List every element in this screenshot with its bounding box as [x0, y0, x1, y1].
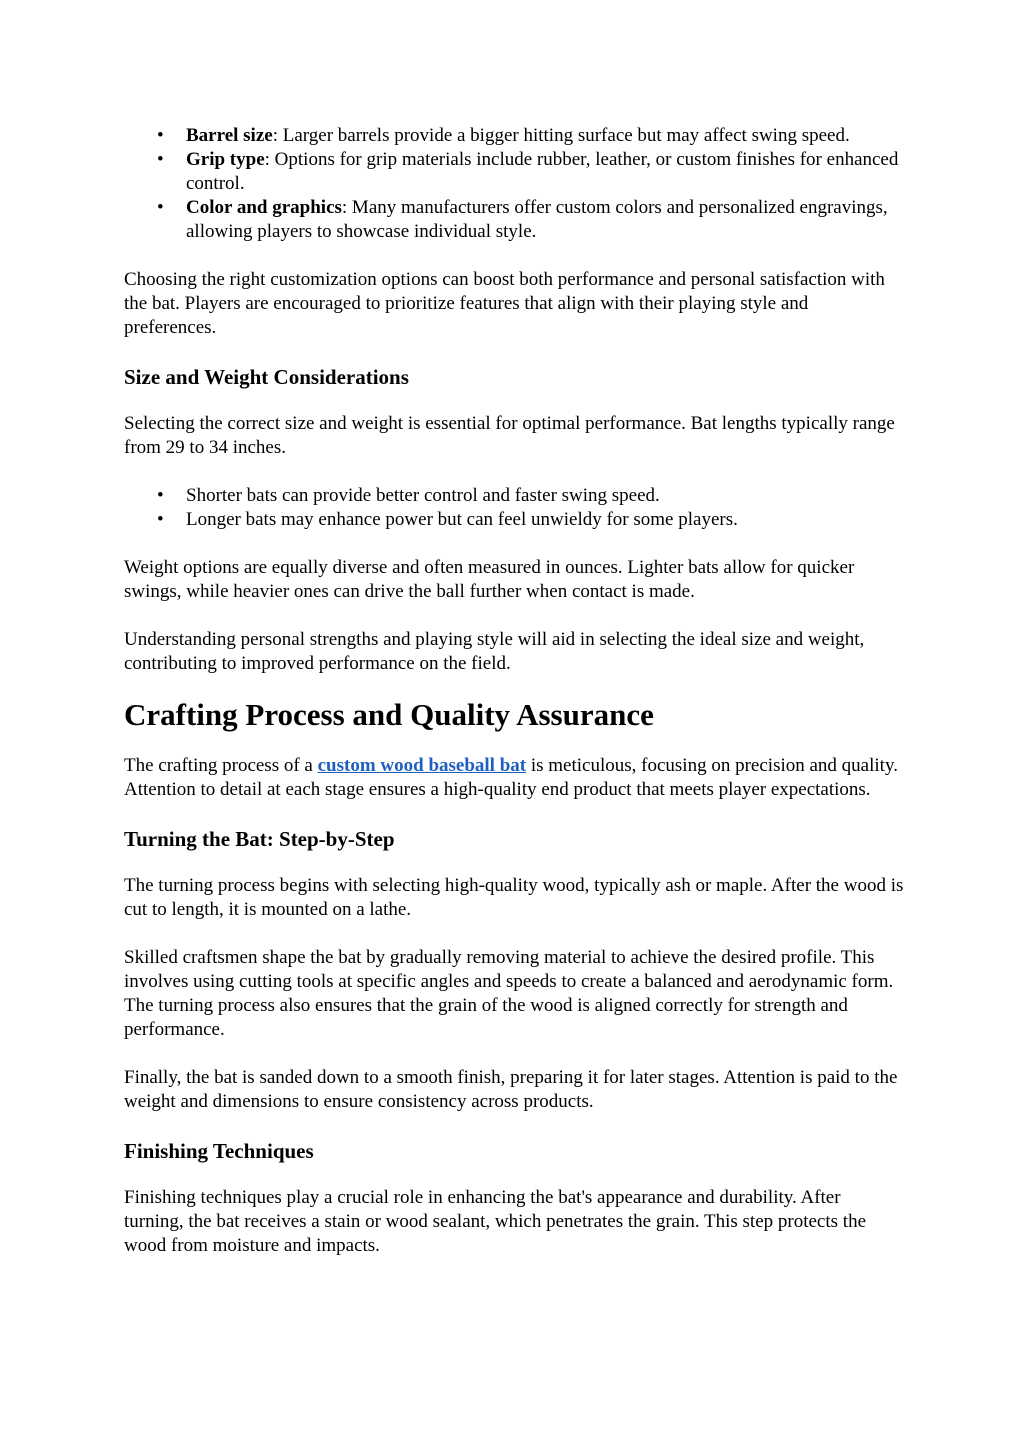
list-item [124, 196, 904, 244]
list-item [124, 484, 904, 508]
bullet-icon: • [157, 125, 164, 146]
paragraph-crafting-intro [124, 754, 904, 802]
paragraph-turning-2: Skilled craftsmen shape the bat by gradually removing material to achieve the desired profile. This involves using cutting tools at specific angles and speeds to create a balanced and aerodynamic form. The turning process also ensures that the grain of the wood is aligned correctly for strength and performance. [124, 947, 894, 1040]
list-item-text: Longer bats may enhance power but can feel unwieldy for some players. [186, 509, 738, 530]
crafting-intro-before: The crafting process of a [124, 755, 318, 776]
crafting-intro-after: is meticulous, focusing on precision and quality. Attention to detail at each stage ensures a high-quality end product that meets player expectations. [124, 755, 898, 800]
paragraph-size: Selecting the correct size and weight is essential for optimal performance. Bat lengths typically range from 29 to 34 inches. [124, 413, 895, 458]
customization-list [124, 124, 904, 244]
document-page [124, 124, 904, 1258]
heading-turning: Turning the Bat: Step-by-Step [124, 827, 395, 851]
bullet-icon: • [157, 149, 164, 170]
list-item-term: Color and graphics [186, 197, 342, 218]
list-item-text: Shorter bats can provide better control and faster swing speed. [186, 485, 660, 506]
paragraph-finishing: Finishing techniques play a crucial role in enhancing the bat's appearance and durability. After turning, the bat receives a stain or wood sealant, which penetrates the grain. This step protects the wood from moisture and impacts. [124, 1187, 867, 1256]
list-item [124, 148, 904, 196]
paragraph-turning-1: The turning process begins with selecting high-quality wood, typically ash or maple. After the wood is cut to length, it is mounted on a lathe. [124, 875, 904, 920]
bullet-icon: • [157, 485, 164, 506]
list-item-text: : Larger barrels provide a bigger hitting surface but may affect swing speed. [272, 125, 850, 146]
list-item [124, 508, 904, 532]
bullet-icon: • [157, 197, 164, 218]
list-item [124, 124, 904, 148]
heading-size-weight: Size and Weight Considerations [124, 365, 409, 389]
heading-crafting: Crafting Process and Quality Assurance [124, 697, 654, 732]
list-item-term: Grip type [186, 149, 265, 170]
paragraph-understanding: Understanding personal strengths and playing style will aid in selecting the ideal size and weight, contributing to improved performance on the field. [124, 629, 865, 674]
list-item-text: : Options for grip materials include rubber, leather, or custom finishes for enhanced control. [186, 149, 899, 194]
heading-finishing: Finishing Techniques [124, 1139, 314, 1163]
paragraph-turning-3: Finally, the bat is sanded down to a smooth finish, preparing it for later stages. Attention is paid to the weight and dimensions to ensure consistency across products. [124, 1067, 898, 1112]
size-list [124, 484, 904, 532]
custom-bat-link[interactable]: custom wood baseball bat [317, 755, 527, 776]
paragraph-customization: Choosing the right customization options can boost both performance and personal satisfaction with the bat. Players are encouraged to prioritize features that align with their playing style and preferences. [124, 269, 885, 338]
bullet-icon: • [157, 509, 164, 530]
list-item-text: : Many manufacturers offer custom colors and personalized engravings, allowing players to showcase individual style. [186, 197, 888, 242]
list-item-term: Barrel size [186, 125, 273, 146]
paragraph-weight: Weight options are equally diverse and often measured in ounces. Lighter bats allow for quicker swings, while heavier ones can drive the ball further when contact is made. [124, 557, 855, 602]
